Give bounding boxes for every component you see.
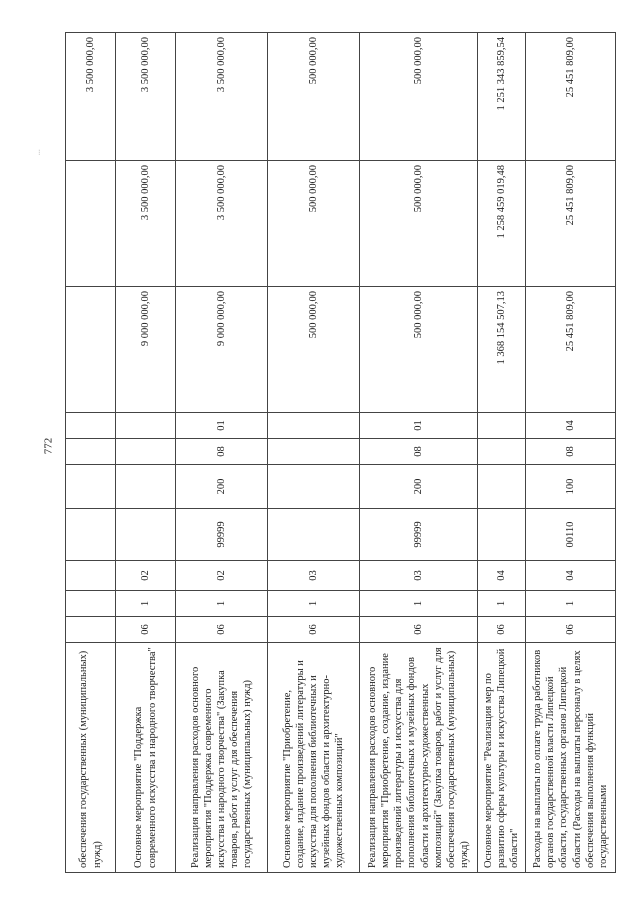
page-number: 772 xyxy=(42,437,55,455)
table-row xyxy=(268,33,360,873)
row-description: Реализация направления расходов основного мероприятия "Поддержка современного искусства и народного творчества" (Закупка товаров, работ и услуг для обеспечения государственных (муниципальных) нужд) xyxy=(176,643,268,873)
classification-code-cell: 1 xyxy=(176,591,268,617)
classification-code-cell: 01 xyxy=(360,413,478,439)
classification-code-cell: 200 xyxy=(360,465,478,509)
classification-code-cell: 04 xyxy=(526,413,616,439)
classification-code-cell xyxy=(66,413,116,439)
amount-cell: 500 000,00 xyxy=(268,33,360,161)
row-description: Основное мероприятие "Реализация мер по развитию сферы культуры и искусства Липецкой области" xyxy=(478,643,526,873)
table-row xyxy=(116,33,176,873)
classification-code-cell: 06 xyxy=(176,617,268,643)
amount-cell: 25 451 809,00 xyxy=(526,33,616,161)
classification-code-cell xyxy=(66,561,116,591)
classification-code-cell xyxy=(66,591,116,617)
row-description: Расходы на выплаты по оплате труда работников органов государственной власти Липецкой области, государственных органов Липецкой области (Расходы на выплаты персоналу в целях обеспечения выполнения функций государственными xyxy=(526,643,616,873)
classification-code-cell: 200 xyxy=(176,465,268,509)
classification-code-cell: 99999 xyxy=(360,509,478,561)
classification-code-cell: 06 xyxy=(268,617,360,643)
amount-cell xyxy=(66,161,116,287)
classification-code-cell xyxy=(66,439,116,465)
classification-code-cell xyxy=(116,439,176,465)
classification-code-cell: 06 xyxy=(526,617,616,643)
amount-cell: 3 500 000,00 xyxy=(176,33,268,161)
table-row xyxy=(176,33,268,873)
amount-cell: 500 000,00 xyxy=(268,161,360,287)
row-description: Реализация направления расходов основного мероприятия "Приобретение, создание, издание произведений литературы и искусства для пополнения библиотечных и музейных фондов области и архитектурно-художественных композиций" (Закупка товаров, работ и услуг для обеспечения государственных (муниципальных) нужд) xyxy=(360,643,478,873)
classification-code-cell: 00110 xyxy=(526,509,616,561)
classification-code-cell: 1 xyxy=(116,591,176,617)
classification-code-cell xyxy=(66,509,116,561)
classification-code-cell: 04 xyxy=(478,561,526,591)
table-row xyxy=(360,33,478,873)
amount-cell: 500 000,00 xyxy=(268,287,360,413)
amount-cell: 9 000 000,00 xyxy=(176,287,268,413)
classification-code-cell xyxy=(116,413,176,439)
amount-cell: 25 451 809,00 xyxy=(526,287,616,413)
classification-code-cell: 1 xyxy=(526,591,616,617)
classification-code-cell: 08 xyxy=(526,439,616,465)
classification-code-cell xyxy=(116,465,176,509)
classification-code-cell xyxy=(268,465,360,509)
classification-code-cell: 04 xyxy=(526,561,616,591)
classification-code-cell: 08 xyxy=(176,439,268,465)
amount-cell: 500 000,00 xyxy=(360,287,478,413)
table-row xyxy=(526,33,616,873)
classification-code-cell xyxy=(268,439,360,465)
row-description: Основное мероприятие "Поддержка современного искусства и народного творчества" xyxy=(116,643,176,873)
classification-code-cell: 06 xyxy=(478,617,526,643)
amount-cell: 1 258 459 019,48 xyxy=(478,161,526,287)
row-description: обеспечения государственных (муниципальных) нужд) xyxy=(66,643,116,873)
classification-code-cell xyxy=(478,413,526,439)
classification-code-cell: 06 xyxy=(116,617,176,643)
table-row xyxy=(66,33,116,873)
amount-cell: 25 451 809,00 xyxy=(526,161,616,287)
amount-cell: 3 500 000,00 xyxy=(66,33,116,161)
classification-code-cell: 06 xyxy=(360,617,478,643)
classification-code-cell xyxy=(478,439,526,465)
classification-code-cell xyxy=(268,509,360,561)
classification-code-cell: 1 xyxy=(268,591,360,617)
amount-cell: 3 500 000,00 xyxy=(176,161,268,287)
budget-table xyxy=(65,32,616,873)
scan-artifact: ⁝ xyxy=(38,148,41,157)
classification-code-cell xyxy=(116,509,176,561)
classification-code-cell: 1 xyxy=(478,591,526,617)
classification-code-cell: 01 xyxy=(176,413,268,439)
classification-code-cell: 100 xyxy=(526,465,616,509)
classification-code-cell: 99999 xyxy=(176,509,268,561)
amount-cell: 9 000 000,00 xyxy=(116,287,176,413)
classification-code-cell xyxy=(268,413,360,439)
amount-cell: 1 368 154 507,13 xyxy=(478,287,526,413)
row-description: Основное мероприятие "Приобретение, создание, издание произведений литературы и искусства для пополнения библиотечных и музейных фондов области и архитектурно-художественных композиций" xyxy=(268,643,360,873)
table-row xyxy=(478,33,526,873)
classification-code-cell: 08 xyxy=(360,439,478,465)
classification-code-cell: 03 xyxy=(268,561,360,591)
classification-code-cell xyxy=(66,465,116,509)
amount-cell xyxy=(66,287,116,413)
classification-code-cell: 1 xyxy=(360,591,478,617)
amount-cell: 3 500 000,00 xyxy=(116,33,176,161)
classification-code-cell: 03 xyxy=(360,561,478,591)
rotated-table-container xyxy=(65,33,615,873)
amount-cell: 500 000,00 xyxy=(360,33,478,161)
amount-cell: 1 251 343 859,54 xyxy=(478,33,526,161)
classification-code-cell: 02 xyxy=(176,561,268,591)
amount-cell: 500 000,00 xyxy=(360,161,478,287)
classification-code-cell xyxy=(478,465,526,509)
classification-code-cell: 02 xyxy=(116,561,176,591)
classification-code-cell xyxy=(66,617,116,643)
amount-cell: 3 500 000,00 xyxy=(116,161,176,287)
classification-code-cell xyxy=(478,509,526,561)
